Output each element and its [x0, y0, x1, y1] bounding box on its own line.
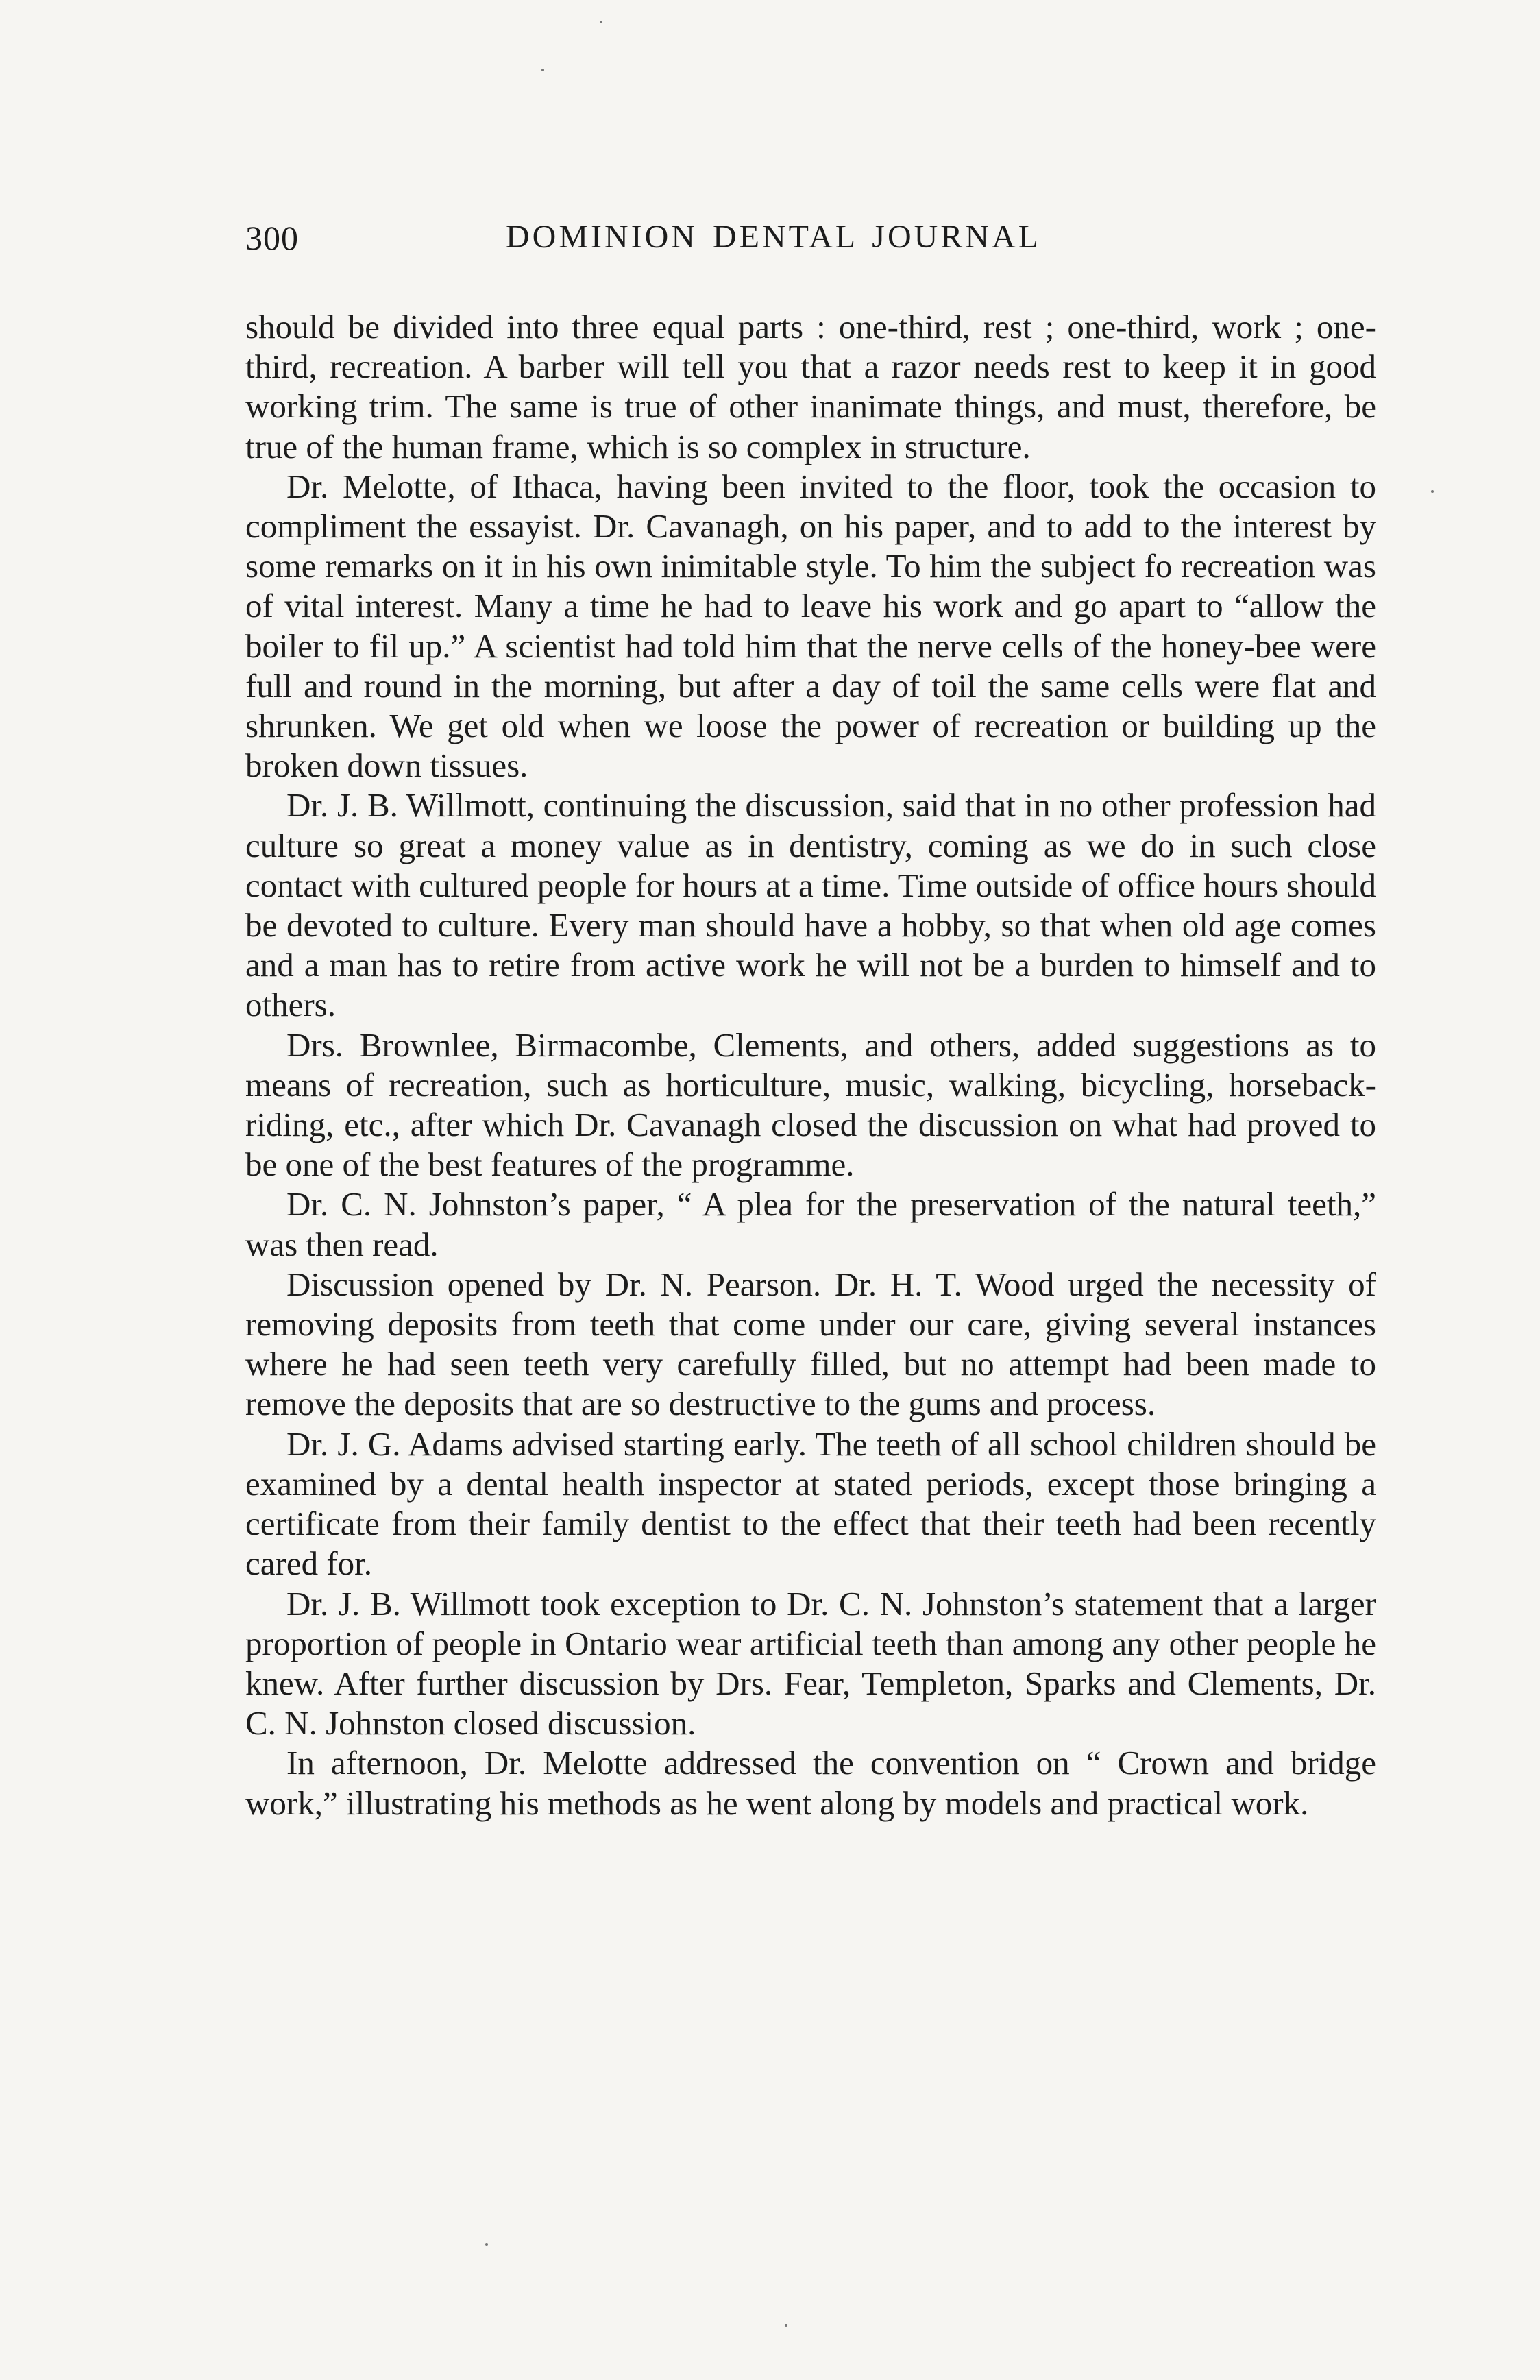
paper-speck [541, 69, 544, 71]
paragraph: Dr. J. B. Willmott, continuing the discussion, said that in no other profession had culture so great a money value as in dentistry, coming as we do in such close contact with cultured people for hours at a time. Time outside of office hours should be devoted to culture. Every man should have a hobby, so that when old age comes and a man has to retire from active work he will not be a burden to himself and to others. [245, 786, 1376, 1024]
paper-speck [600, 21, 602, 23]
paper-speck [785, 2324, 787, 2327]
paper-speck [1431, 490, 1434, 493]
paragraph: Dr. Melotte, of Ithaca, having been invited to the floor, took the occasion to compliment the essayist. Dr. Cavanagh, on his paper, and to add to the interest by some remarks on it in his own inimitable style. To him the subject fo recreation was of vital interest. Many a time he had to leave his work and go apart to “allow the boiler to fil up.” A scientist had told him that the nerve cells of the honey-bee were full and round in the morning, but after a day of toil the same cells were flat and shrunken. We get old when we loose the power of recreation or building up the broken down tissues. [245, 467, 1376, 785]
paragraph: should be divided into three equal parts : one-third, rest ; one-third, work ; one-third, recreation. A barber will tell you that a razor needs rest to keep it in good working trim. The same is true of other inanimate things, and must, therefore, be true of the human frame, which is so complex in structure. [245, 308, 1376, 465]
paragraph: Drs. Brownlee, Birmacombe, Clements, and others, added suggestions as to means of recreation, such as horticulture, music, walking, bicycling, horseback-riding, etc., after which Dr. Cavanagh closed the discussion on what had proved to be one of the best features of the programme. [245, 1025, 1376, 1184]
paper-speck [485, 2243, 488, 2246]
page-number: 300 [245, 219, 299, 257]
article-body [245, 307, 1376, 1823]
paragraph: Dr. C. N. Johnston’s paper, “ A plea for the preservation of the natural teeth,” was then read. [245, 1185, 1376, 1263]
paragraph: In afternoon, Dr. Melotte addressed the convention on “ Crown and bridge work,” illustrating his methods as he went along by models and practical work. [245, 1744, 1376, 1822]
page-header [245, 218, 1376, 266]
paragraph: Dr. J. B. Willmott took exception to Dr. C. N. Johnston’s statement that a larger proportion of people in Ontario wear artificial teeth than among any other people he knew. After further discussion by Drs. Fear, Templeton, Sparks and Clements, Dr. C. N. Johnston closed discussion. [245, 1584, 1376, 1742]
paragraph: Discussion opened by Dr. N. Pearson. Dr. H. T. Wood urged the necessity of removing deposits from teeth that come under our care, giving several instances where he had seen teeth very carefully filled, but no attempt had been made to remove the deposits that are so destructive to the gums and process. [245, 1265, 1376, 1423]
paragraph: Dr. J. G. Adams advised starting early. The teeth of all school children should be examined by a dental health inspector at stated periods, except those bringing a certificate from their family dentist to the effect that their teeth had been recently cared for. [245, 1424, 1376, 1583]
running-head: DOMINION DENTAL JOURNAL [506, 219, 1041, 255]
